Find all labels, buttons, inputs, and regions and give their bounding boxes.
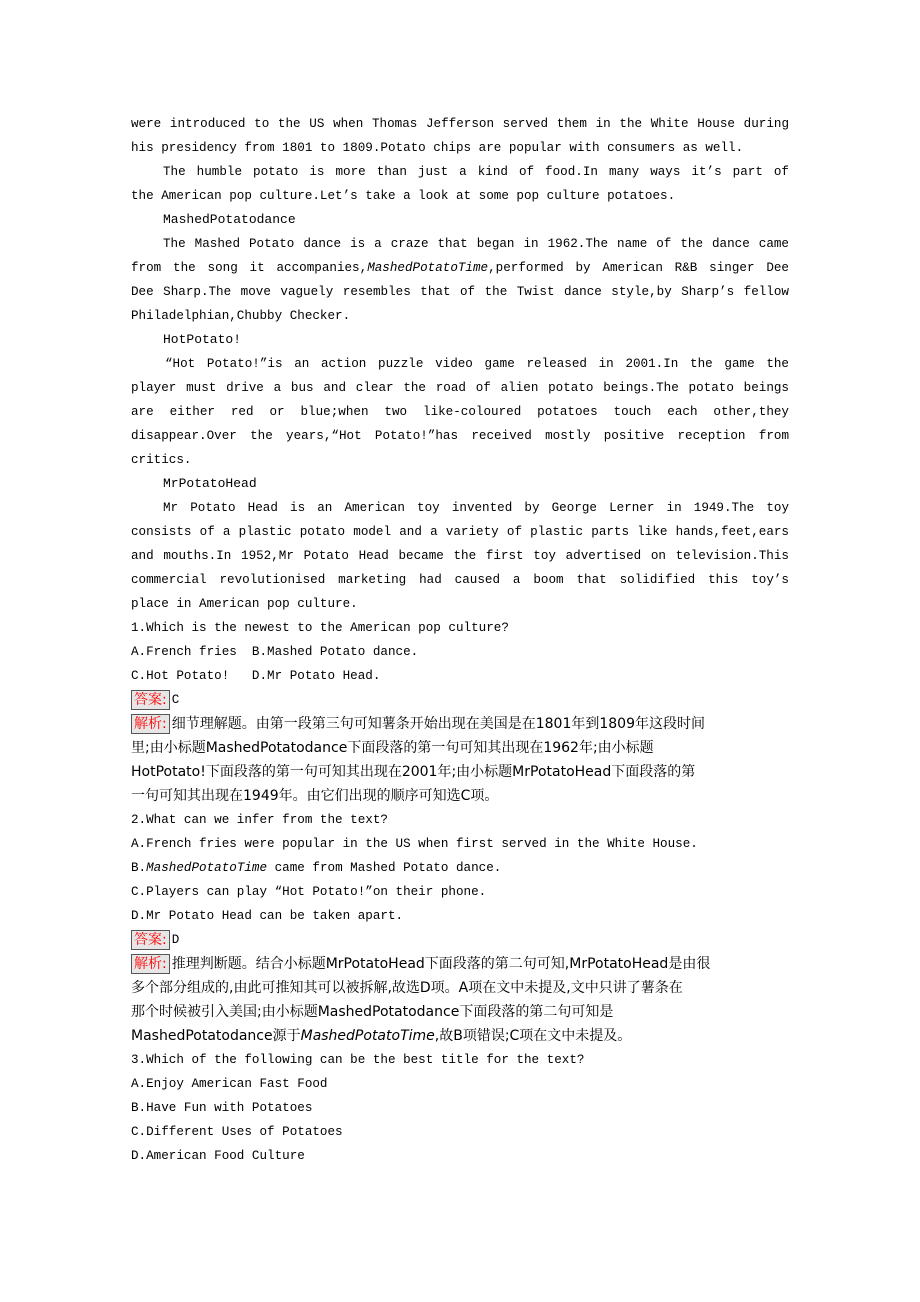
option-b bbox=[131, 856, 789, 880]
text-line: player must drive a bus and clear the road of alien potato beings.The potato beings bbox=[131, 381, 789, 395]
text-line: place in American pop culture. bbox=[131, 597, 358, 611]
analysis-line: 多个部分组成的,由此可推知其可以被拆解,故选D项。A项在文中未提及,文中只讲了薯条在 bbox=[131, 980, 683, 996]
subheading-mashed-potato-dance: MashedPotatodance bbox=[163, 212, 296, 227]
text-line: The humble potato is more than just a kind of food.In many ways it’s part of bbox=[163, 165, 789, 179]
text: MashedPotatodance源于 bbox=[131, 1028, 301, 1044]
text: ,故B项错误;C项在文中未提及。 bbox=[434, 1028, 632, 1044]
analysis-line bbox=[131, 1024, 789, 1048]
question-3: 3.Which of the following can be the best title for the text? bbox=[131, 1053, 585, 1067]
option-a: A.Enjoy American Fast Food bbox=[131, 1077, 328, 1091]
option-d: D.American Food Culture bbox=[131, 1149, 305, 1163]
text-line: commercial revolutionised marketing had caused a boom that solidified this toy’s bbox=[131, 573, 789, 587]
analysis-line: 一句可知其出现在1949年。由它们出现的顺序可知选C项。 bbox=[131, 788, 499, 804]
option-c: C.Players can play “Hot Potato!”on their phone. bbox=[131, 885, 487, 899]
option-line: A.French fries B.Mashed Potato dance. bbox=[131, 645, 419, 659]
analysis-line: 那个时候被引入美国;由小标题MashedPotatodance下面段落的第二句可知是 bbox=[131, 1004, 614, 1020]
answer-value: D bbox=[171, 933, 180, 947]
analysis-label: 解析: bbox=[131, 714, 170, 734]
text-line: consists of a plastic potato model and a variety of plastic parts like hands,feet,ears bbox=[131, 525, 789, 539]
text-line: and mouths.In 1952,Mr Potato Head became the first toy advertised on television.This bbox=[131, 549, 789, 563]
text-line: “Hot Potato!”is an action puzzle video game released in 2001.In the game the bbox=[165, 357, 789, 371]
question-1: 1.Which is the newest to the American pop culture? bbox=[131, 621, 509, 635]
analysis-line: HotPotato!下面段落的第一句可知其出现在2001年;由小标题MrPotatoHead下面段落的第 bbox=[131, 764, 696, 780]
song-title: MashedPotatoTime bbox=[367, 261, 489, 275]
option-d: D.Mr Potato Head can be taken apart. bbox=[131, 909, 404, 923]
option-b: B.Have Fun with Potatoes bbox=[131, 1101, 313, 1115]
text-line: The Mashed Potato dance is a craze that began in 1962.The name of the dance came bbox=[163, 237, 789, 251]
answer-label: 答案: bbox=[131, 930, 170, 950]
analysis-text: 推理判断题。结合小标题MrPotatoHead下面段落的第二句可知,MrPotatoHead是由很 bbox=[171, 956, 711, 972]
song-title: MashedPotatoTime bbox=[300, 1028, 435, 1044]
text-line: were introduced to the US when Thomas Jefferson served them in the White House during bbox=[131, 117, 789, 131]
answer-line bbox=[131, 688, 789, 712]
text-line: Mr Potato Head is an American toy invented by George Lerner in 1949.The toy bbox=[163, 501, 789, 515]
text-line: Dee Sharp.The move vaguely resembles that of the Twist dance style,by Sharp’s fellow bbox=[131, 285, 789, 299]
analysis-label: 解析: bbox=[131, 954, 170, 974]
analysis-line bbox=[131, 712, 789, 736]
text-line bbox=[131, 256, 789, 280]
option-line: C.Hot Potato! D.Mr Potato Head. bbox=[131, 669, 381, 683]
answer-label: 答案: bbox=[131, 690, 170, 710]
answer-line bbox=[131, 928, 789, 952]
analysis-text: 细节理解题。由第一段第三句可知薯条开始出现在美国是在1801年到1809年这段时间 bbox=[171, 716, 705, 732]
text-line: disappear.Over the years,“Hot Potato!”has received mostly positive reception from bbox=[131, 429, 789, 443]
question-2: 2.What can we infer from the text? bbox=[131, 813, 388, 827]
song-title: MashedPotatoTime bbox=[146, 861, 268, 875]
subheading-hot-potato: HotPotato! bbox=[163, 332, 242, 347]
text: ,performed by American R&B singer Dee bbox=[488, 261, 789, 275]
document-page bbox=[131, 112, 789, 1168]
option-a: A.French fries were popular in the US when first served in the White House. bbox=[131, 837, 698, 851]
answer-value: C bbox=[171, 693, 180, 707]
analysis-line bbox=[131, 952, 789, 976]
text: B. bbox=[131, 861, 147, 875]
subheading-mr-potato-head: MrPotatoHead bbox=[163, 476, 257, 491]
analysis-line: 里;由小标题MashedPotatodance下面段落的第一句可知其出现在1962年;由小标题 bbox=[131, 740, 654, 756]
text-line: are either red or blue;when two like-coloured potatoes touch each other,they bbox=[131, 405, 789, 419]
text: from the song it accompanies, bbox=[131, 261, 368, 275]
option-c: C.Different Uses of Potatoes bbox=[131, 1125, 343, 1139]
text: came from Mashed Potato dance. bbox=[267, 861, 502, 875]
text-line: critics. bbox=[131, 453, 192, 467]
text-line: his presidency from 1801 to 1809.Potato chips are popular with consumers as well. bbox=[131, 141, 744, 155]
text-line: the American pop culture.Let’s take a look at some pop culture potatoes. bbox=[131, 189, 676, 203]
text-line: Philadelphian,Chubby Checker. bbox=[131, 309, 351, 323]
